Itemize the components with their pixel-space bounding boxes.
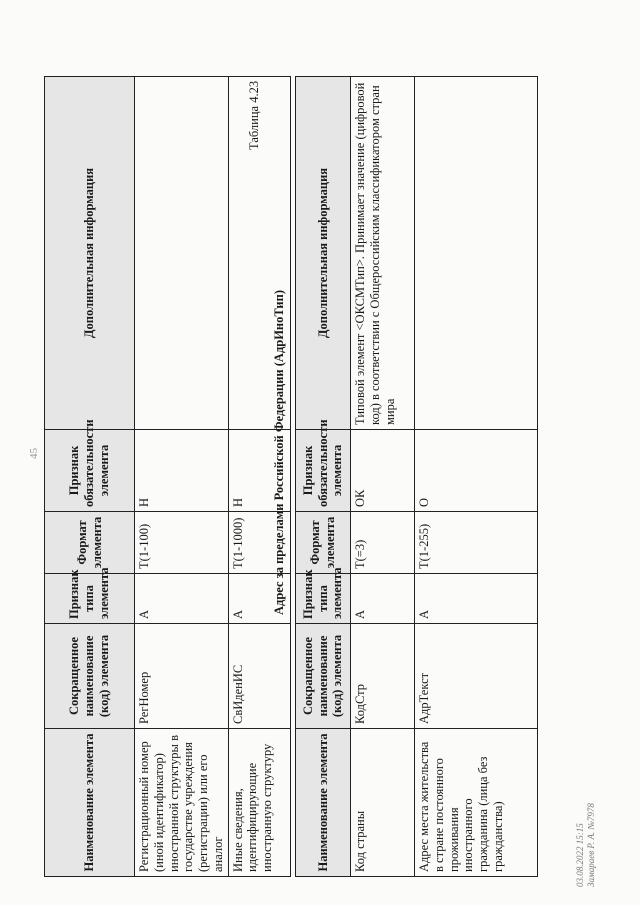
- col-header-name: Наименование элемента: [296, 729, 351, 877]
- signature-stamp: [575, 803, 598, 887]
- col-header-code: Сокращенное наименование (код) элемента: [45, 624, 135, 729]
- cell-code: КодСтр: [351, 624, 415, 729]
- cell-info: [415, 77, 538, 430]
- table-label: Таблица 4.23: [247, 80, 261, 150]
- cell-format: T(1-255): [415, 512, 538, 574]
- col-header-required: Признак обязательности элемента: [296, 430, 351, 512]
- cell-name: Код страны: [351, 729, 415, 877]
- cell-info: Типовой элемент <ОКСМТип>. Принимает значение (цифровой код) в соответствии с Общероссийским классификатором стран мира: [351, 77, 415, 430]
- cell-format: T(1-100): [135, 512, 229, 574]
- col-header-format: Формат элемента: [45, 512, 135, 574]
- cell-code: АдрТекст: [415, 624, 538, 729]
- cell-required: О: [415, 430, 538, 512]
- stamp-signer: Замараев Р. А. №7978: [586, 803, 597, 887]
- col-header-code: Сокращенное наименование (код) элемента: [296, 624, 351, 729]
- cell-format: T(1-1000): [228, 512, 290, 574]
- table-title: Адрес за пределами Российской Федерации (АдрИноТип): [272, 290, 286, 615]
- cell-type: А: [415, 574, 538, 624]
- foreign-address-table: [295, 76, 538, 877]
- cell-type: А: [351, 574, 415, 624]
- col-header-name: Наименование элемента: [45, 729, 135, 877]
- col-header-info: Дополнительная информация: [45, 77, 135, 430]
- col-header-type: Признак типа элемента: [45, 574, 135, 624]
- cell-name: Иные сведения, идентифицирующие иностранную структуру: [228, 729, 290, 877]
- cell-type: А: [228, 574, 290, 624]
- cell-required: Н: [228, 430, 290, 512]
- cell-format: T(=3): [351, 512, 415, 574]
- table-row: [415, 77, 538, 877]
- page-number: 45: [28, 448, 40, 459]
- cell-required: ОК: [351, 430, 415, 512]
- col-header-type: Признак типа элемента: [296, 574, 351, 624]
- stamp-date: 03.08.2022 15:15: [575, 823, 585, 887]
- cell-name: Регистрационный номер (иной идентификатор) иностранной структуры в государстве учреждения (регистрации) или его аналог: [135, 729, 229, 877]
- table-header-row: [296, 77, 351, 877]
- cell-info: [135, 77, 229, 430]
- col-header-required: Признак обязательности элемента: [45, 430, 135, 512]
- cell-required: Н: [135, 430, 229, 512]
- elements-table-continued: [44, 76, 291, 877]
- table-row: [351, 77, 415, 877]
- cell-type: А: [135, 574, 229, 624]
- table-row: [135, 77, 229, 877]
- col-header-format: Формат элемента: [296, 512, 351, 574]
- table-header-row: [45, 77, 135, 877]
- col-header-info: Дополнительная информация: [296, 77, 351, 430]
- cell-code: РегНомер: [135, 624, 229, 729]
- cell-code: СвИденИС: [228, 624, 290, 729]
- cell-name: Адрес места жительства в стране постоянного проживания иностранного гражданина (лица без гражданства): [415, 729, 538, 877]
